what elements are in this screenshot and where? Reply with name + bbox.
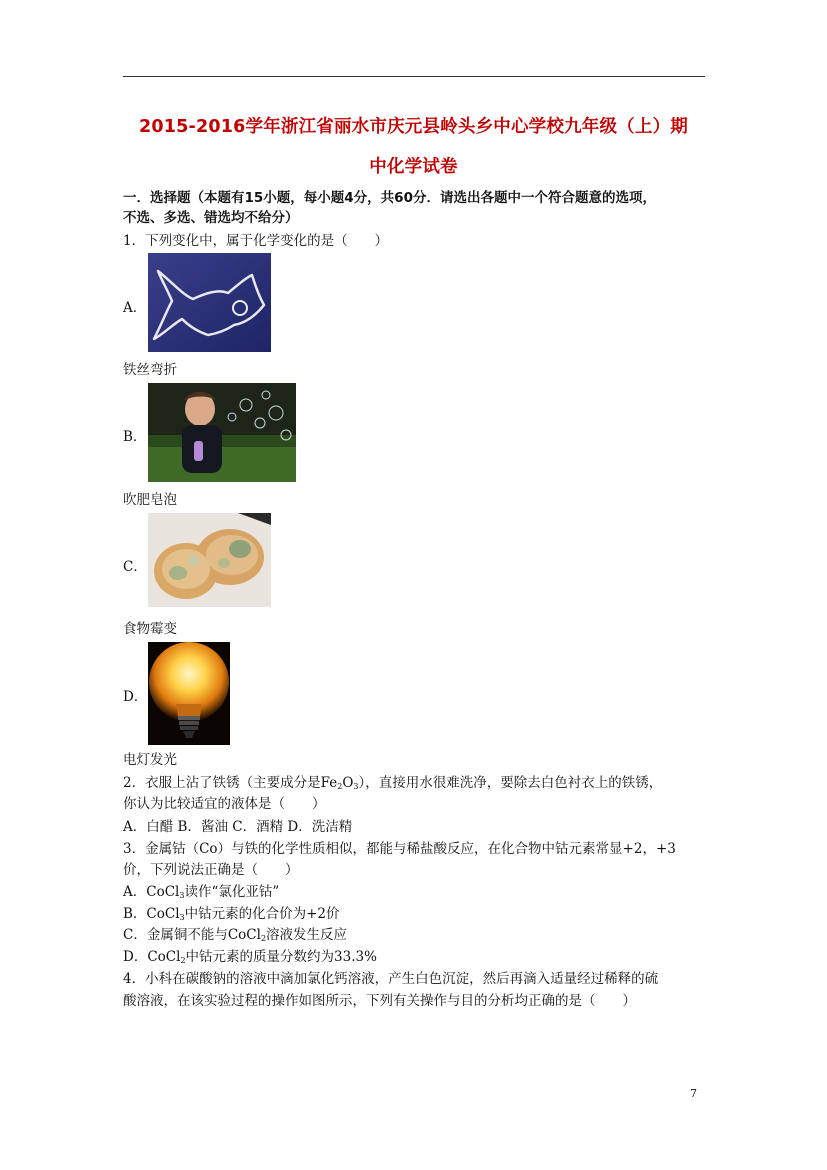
moldy-bread-photo <box>148 513 271 607</box>
q1-option-a-letter: A． <box>123 300 147 316</box>
q3-stem-line-1: 3．金属钴（Co）与铁的化学性质相似，都能与稀盐酸反应，在化合物中钴元素常显+2，+3 <box>123 841 676 857</box>
q3-option-c: C．金属铜不能与CoCl$_2$溶液发生反应 <box>123 927 348 943</box>
q1-option-c-letter: C． <box>123 559 147 575</box>
exam-title-line-2: 中化学试卷 <box>369 157 458 177</box>
q1-option-b-letter: B． <box>123 429 147 445</box>
q4-stem-line-2: 酸溶液，在该实验过程的操作如图所示，下列有关操作与目的分析均正确的是（ ） <box>123 993 636 1009</box>
q3-option-b: B．CoCl$_3$中钴元素的化合价为+2价 <box>123 906 340 922</box>
q1-option-d-letter: D． <box>123 689 148 705</box>
child-blowing-bubbles-photo <box>148 383 296 482</box>
q1-option-d-caption: 电灯发光 <box>123 752 177 768</box>
q3-option-d: D．CoCl$_2$中钴元素的质量分数约为33.3% <box>123 949 377 965</box>
exam-title-line-1: 2015-2016学年浙江省丽水市庆元县岭头乡中心学校九年级（上）期 <box>139 117 688 137</box>
bent-wire-photo <box>148 253 271 352</box>
q1-option-a-caption: 铁丝弯折 <box>123 362 177 378</box>
q1-option-c-caption: 食物霉变 <box>123 621 177 637</box>
q2-stem-line-1: 2．衣服上沾了铁锈（主要成分是$Fe_2O_3$），直接用水很难洗净，要除去白色衬衣上的铁锈， <box>123 775 663 791</box>
q2-options: A．白醋 B．酱油 C．酒精 D．洗洁精 <box>123 819 353 835</box>
page-number: 7 <box>690 1087 697 1100</box>
q2-stem-line-2: 你认为比较适宜的液体是（ ） <box>123 796 326 812</box>
section-heading-line-1: 一．选择题（本题有15小题，每小题4分，共60分．请选出各题中一个符合题意的选项， <box>123 190 656 206</box>
q3-option-a: A．CoCl$_3$读作“氯化亚钴” <box>123 884 280 900</box>
q1-option-b-caption: 吹肥皂泡 <box>123 492 177 508</box>
header-rule <box>123 76 705 77</box>
q3-stem-line-2: 价，下列说法正确是（ ） <box>123 862 299 878</box>
q4-stem-line-1: 4．小科在碳酸钠的溶液中滴加氯化钙溶液，产生白色沉淀，然后再滴入适量经过稀释的硫 <box>123 971 659 987</box>
section-heading-line-2: 不选、多选、错选均不给分） <box>123 210 299 226</box>
glowing-light-bulb-photo <box>148 642 230 745</box>
q1-stem: 1．下列变化中，属于化学变化的是（ ） <box>123 233 389 249</box>
